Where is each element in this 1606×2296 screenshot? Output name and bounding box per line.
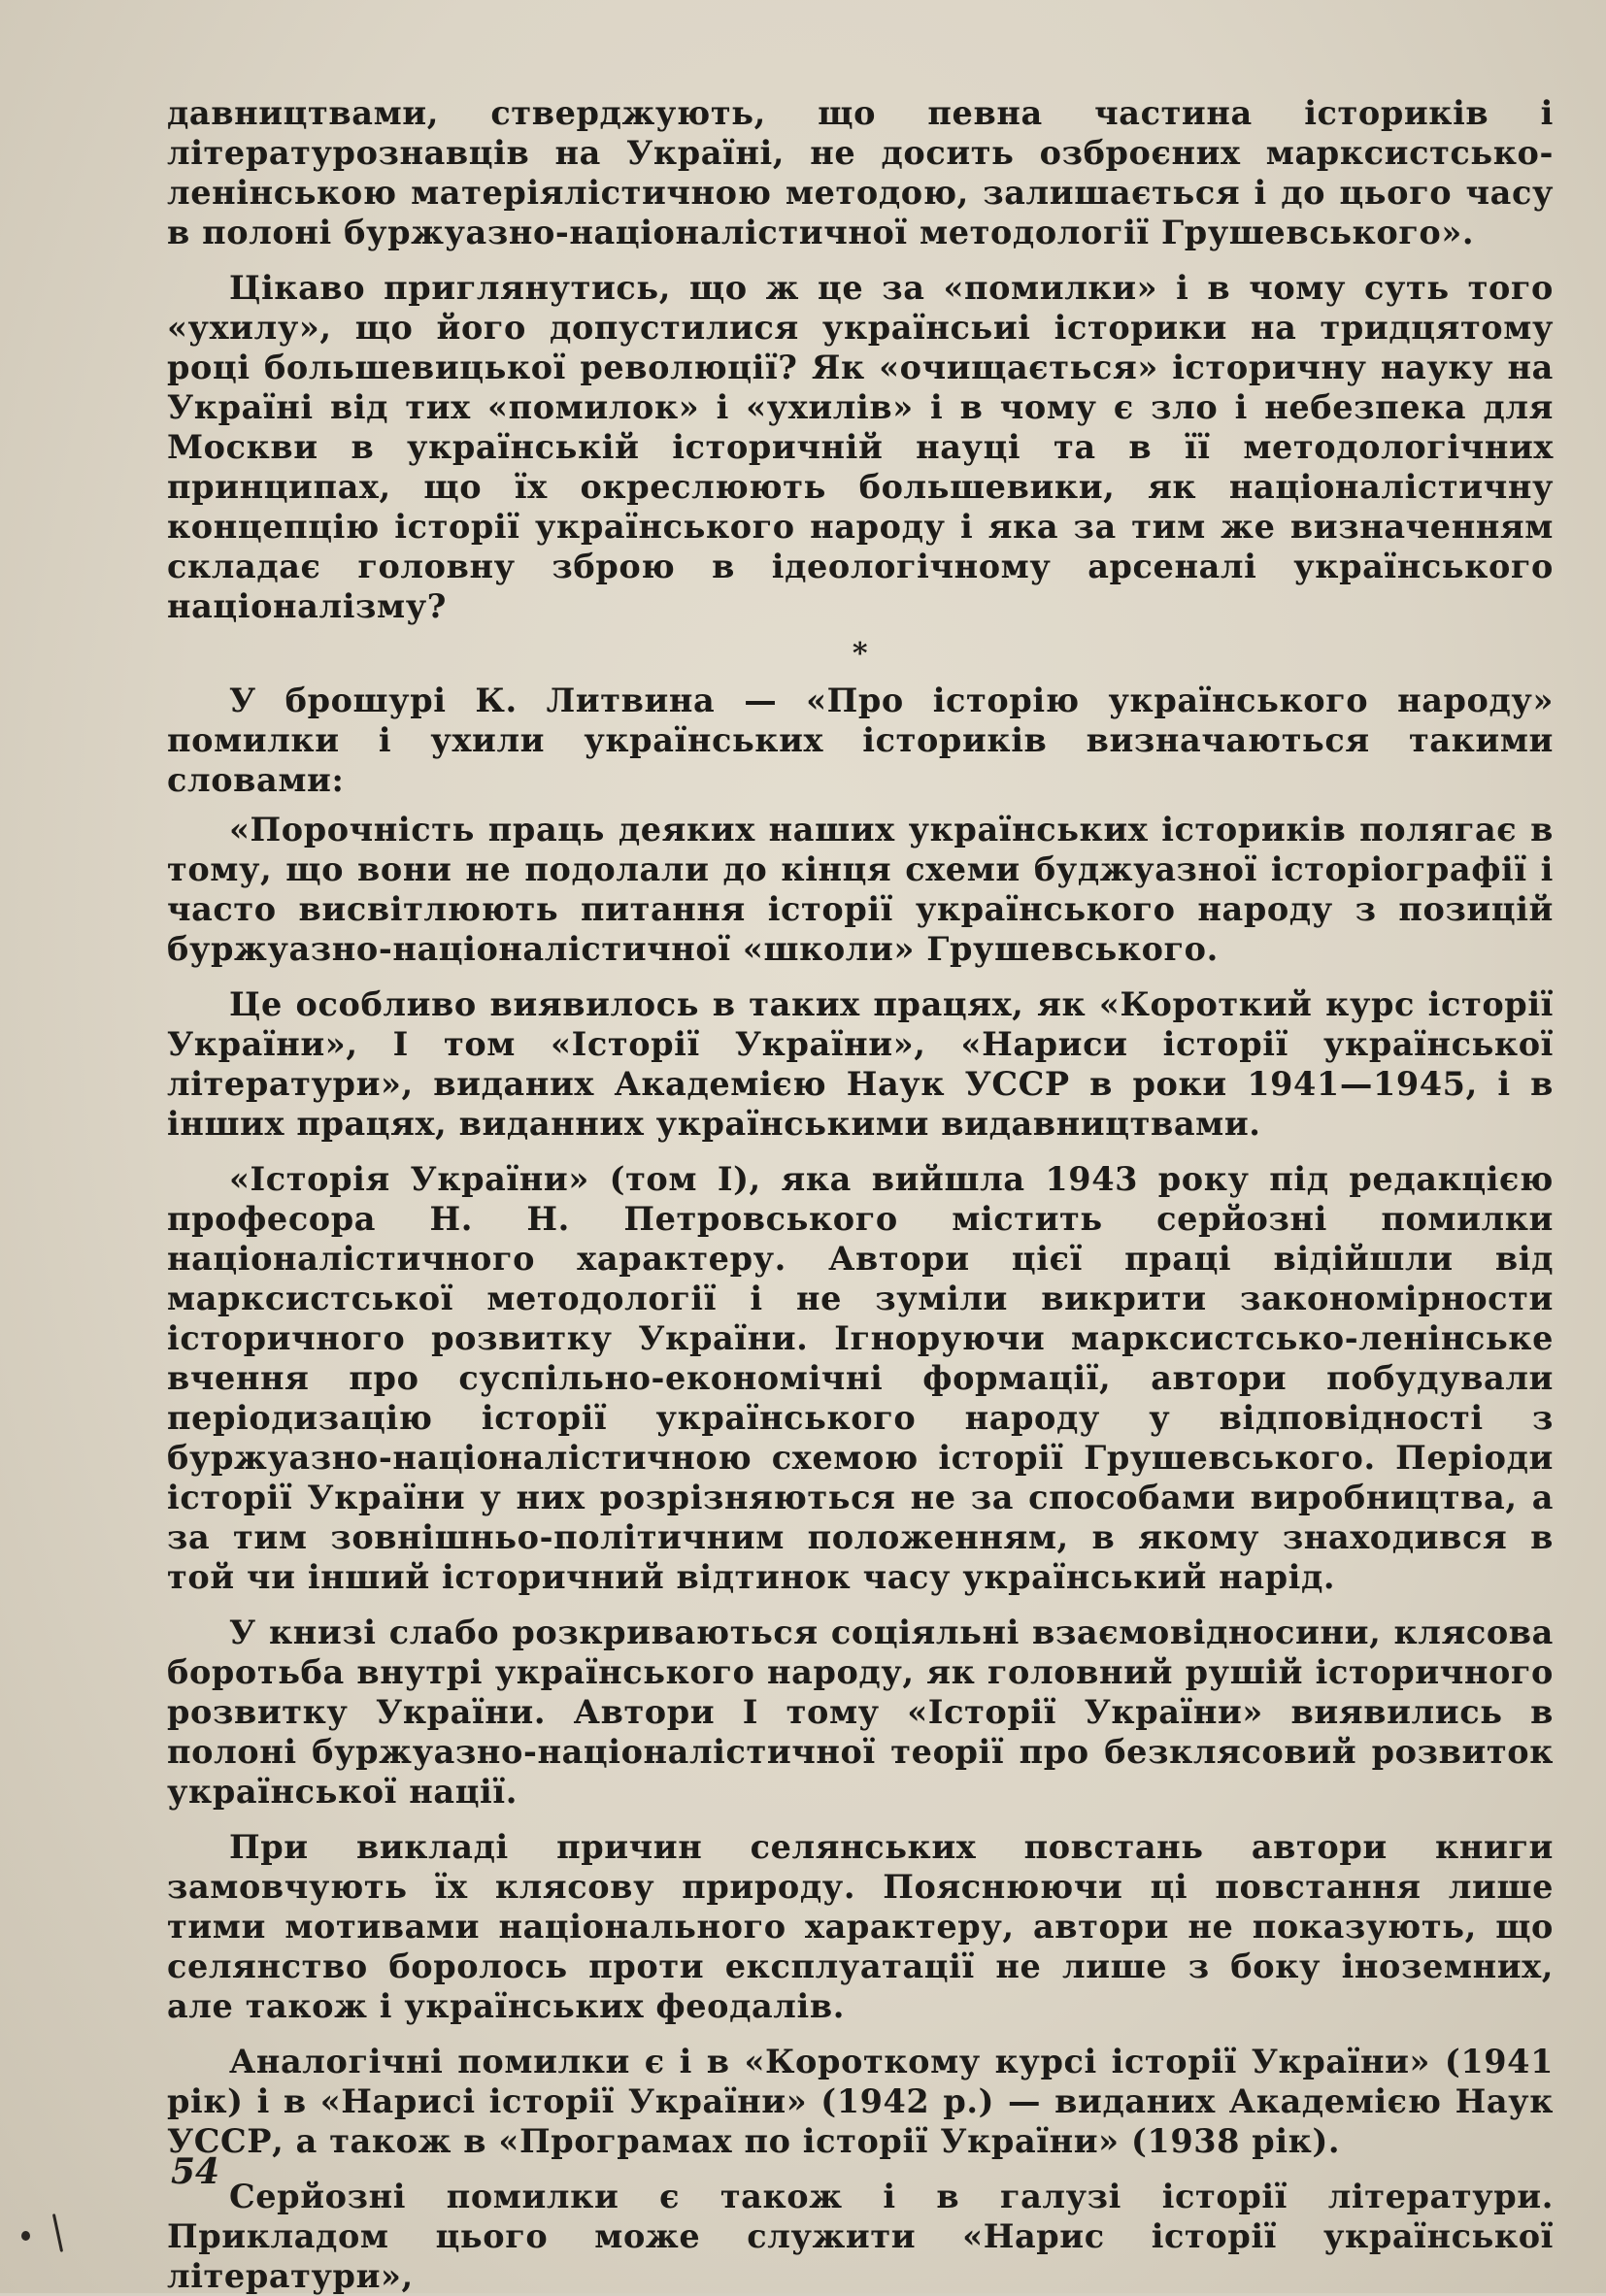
paragraph-continuation: давництвами, стверджують, що певна частина істориків і літературознавців на Україні, не досить озброєних марксистсько-ленінською матеріялістичною методою, залишається і до цього часу в полоні буржуазно-націоналістичної методології Грушевського». xyxy=(167,94,1554,251)
paragraph-question: Цікаво приглянутись, що ж це за «помилки» і в чому суть того «ухилу», що його допустилися українсьиі історики на тридцятому році большевицької революції? Як «очищається» історичну науку на Україні від тих «помилок» і «ухилів» і в чому є зло і небезпека для Москви в українській історичній науці та в її методологічних принципах, що їх окреслюють большевики, як націоналістичну концепцію історії українського народу і яка за тим же визначенням складає головну зброю в ідеологічному арсеналі українського націоналізму? xyxy=(167,269,1554,625)
paragraph-quote-start: «Порочність праць деяких наших українських істориків полягає в тому, що вони не подолали до кінця схеми буджуазної історіографії і часто висвітлюють питання історії українського народу з позицій буржуазно-націоналістичної «школи» Грушевського. xyxy=(167,811,1554,968)
paragraph-quote-analogous-errors: Аналогічні помилки є і в «Короткому курсі історії України» (1941 рік) і в «Нарисі історії України» (1942 р.) — виданих Академією Наук УССР, а також в «Програмах по історії України» (1938 рік). xyxy=(167,2043,1554,2160)
paragraph-quote-works: Це особливо виявилось в таких працях, як «Короткий курс історії України», І том «Історії України», «Нариси історії української літератури», виданих Академією Наук УССР в роки 1941—1945, і в інших працях, виданних українськими видавництвами. xyxy=(167,985,1554,1143)
paragraph-quote-history-vol1: «Історія України» (том І), яка вийшла 1943 року під редакцією професора Н. Н. Петровського містить серйозні помилки націоналістичного характеру. Автори цієї праці відійшли від марксистської методології і не зуміли викрити закономірности історичного розвитку України. Ігноруючи марксистсько-ленінське вчення про суспільно-економічні формації, автори побудували періодизацію історії українського народу у відповідності з буржуазно-націоналістичною схемою історії Грушевського. Періоди історії України у них розрізняються не за способами виробництва, а за тим зовнішньо-політичним положенням, в якому знаходився в той чи інший історичний відтинок часу український нарід. xyxy=(167,1160,1554,1596)
ink-speck xyxy=(21,2231,30,2241)
ink-speck xyxy=(52,2213,63,2252)
paragraph-brochure-intro: У брошурі К. Литвина — «Про історію українського народу» помилки і ухили українських істориків визначаються такими словами: xyxy=(167,682,1554,799)
paragraph-quote-class-struggle: У книзі слабо розкриваються соціяльні взаємовідносини, клясова боротьба внутрі українського народу, як головний рушій історичного розвитку України. Автори І тому «Історії України» виявились в полоні буржуазно-націоналістичної теорії про безклясовий розвиток української нації. xyxy=(167,1614,1554,1811)
section-separator: * xyxy=(852,637,869,671)
paragraph-quote-peasant-uprisings: При викладі причин селянських повстань автори книги замовчують їх клясову природу. Пояснюючи ці повстання лише тими мотивами національного характеру, автори не показують, що селянство боролось проти експлуатації не лише з боку іноземних, але також і українських феодалів. xyxy=(167,1828,1554,2025)
body-text xyxy=(167,93,1554,2296)
paragraph-quote-literature: Серйозні помилки є також і в галузі історії літератури. Прикладом цього може служити «Нарис історії української літератури», xyxy=(167,2178,1554,2295)
page-number: 54 xyxy=(171,2151,220,2192)
